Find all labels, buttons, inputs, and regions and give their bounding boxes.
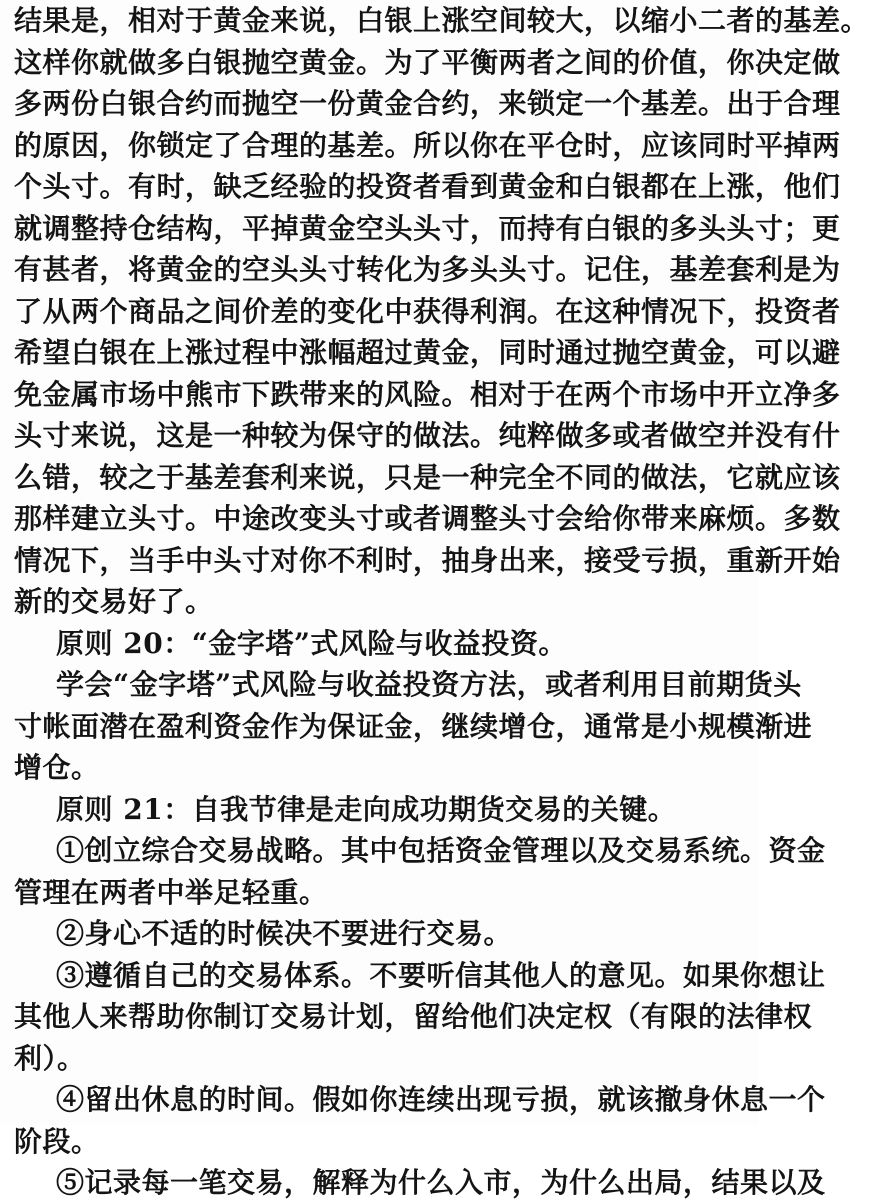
text-line: 增仓。 xyxy=(14,751,100,784)
text-line: 这样你就做多白银抛空黄金。为了平衡两者之间的价值，你决定做 xyxy=(14,45,841,79)
text-line: 的原因，你锁定了合理的基差。所以你在平仓时，应该同时平掉两 xyxy=(14,128,841,162)
text-line: 就调整持仓结构，平掉黄金空头头寸，而持有白银的多头头寸；更 xyxy=(14,211,841,245)
text-line: 么错，较之于基差套利来说，只是一种完全不同的做法，它就应该 xyxy=(14,460,841,494)
text-line: 利）。 xyxy=(14,1041,86,1075)
body-text xyxy=(14,0,869,1204)
text-line: 希望白银在上涨过程中涨幅超过黄金，同时通过抛空黄金，可以避 xyxy=(14,336,841,369)
text-line: 其他人来帮助你制订交易计划，留给他们决定权（有限的法律权 xyxy=(14,1000,813,1033)
list-item: ①创立综合交易战略。其中包括资金管理以及交易系统。资金 xyxy=(56,834,826,867)
text-line: 个头寸。有时，缺乏经验的投资者看到黄金和白银都在上涨，他们 xyxy=(14,170,841,203)
text-line: 阶段。 xyxy=(14,1124,100,1158)
text-line: 那样建立头寸。中途改变头寸或者调整头寸会给你带来麻烦。多数 xyxy=(14,502,841,535)
text-line: 多两份白银合约而抛空一份黄金合约，来锁定一个基差。出于合理 xyxy=(14,87,841,120)
text-line: 免金属市场中熊市下跌带来的风险。相对于在两个市场中开立净多 xyxy=(14,377,841,411)
text-line: 管理在两者中举足轻重。 xyxy=(14,875,328,909)
text-line: 头寸来说，这是一种较为保守的做法。纯粹做多或者做空并没有什 xyxy=(14,419,841,452)
text-line: 有甚者，将黄金的空头头寸转化为多头头寸。记住，基差套利是为 xyxy=(14,253,841,286)
text-line: 了从两个商品之间价差的变化中获得利润。在这种情况下，投资者 xyxy=(14,294,841,328)
text-line: 新的交易好了。 xyxy=(14,585,214,618)
principle-heading: 原则 21：自我节律是走向成功期货交易的关键。 xyxy=(56,792,677,826)
text-line: 情况下，当手中头寸对你不利时，抽身出来，接受亏损，重新开始 xyxy=(14,543,841,577)
list-item: ②身心不适的时候决不要进行交易。 xyxy=(56,917,513,950)
list-item: ④留出休息的时间。假如你连续出现亏损，就该撤身休息一个 xyxy=(56,1083,826,1116)
list-item: ③遵循自己的交易体系。不要听信其他人的意见。如果你想让 xyxy=(56,958,826,992)
list-item: ⑤记录每一笔交易，解释为什么入市，为什么出局，结果以及 xyxy=(56,1166,826,1199)
text-line: 寸帐面潜在盈利资金作为保证金，继续增仓，通常是小规模渐进 xyxy=(14,709,813,743)
text-line: 学会“金字塔”式风险与收益投资方法，或者利用目前期货头 xyxy=(56,668,802,701)
principle-heading: 原则 20：“金字塔”式风险与收益投资。 xyxy=(56,626,567,660)
text-line: 结果是，相对于黄金来说，白银上涨空间较大，以缩小二者的基差。 xyxy=(14,4,869,37)
